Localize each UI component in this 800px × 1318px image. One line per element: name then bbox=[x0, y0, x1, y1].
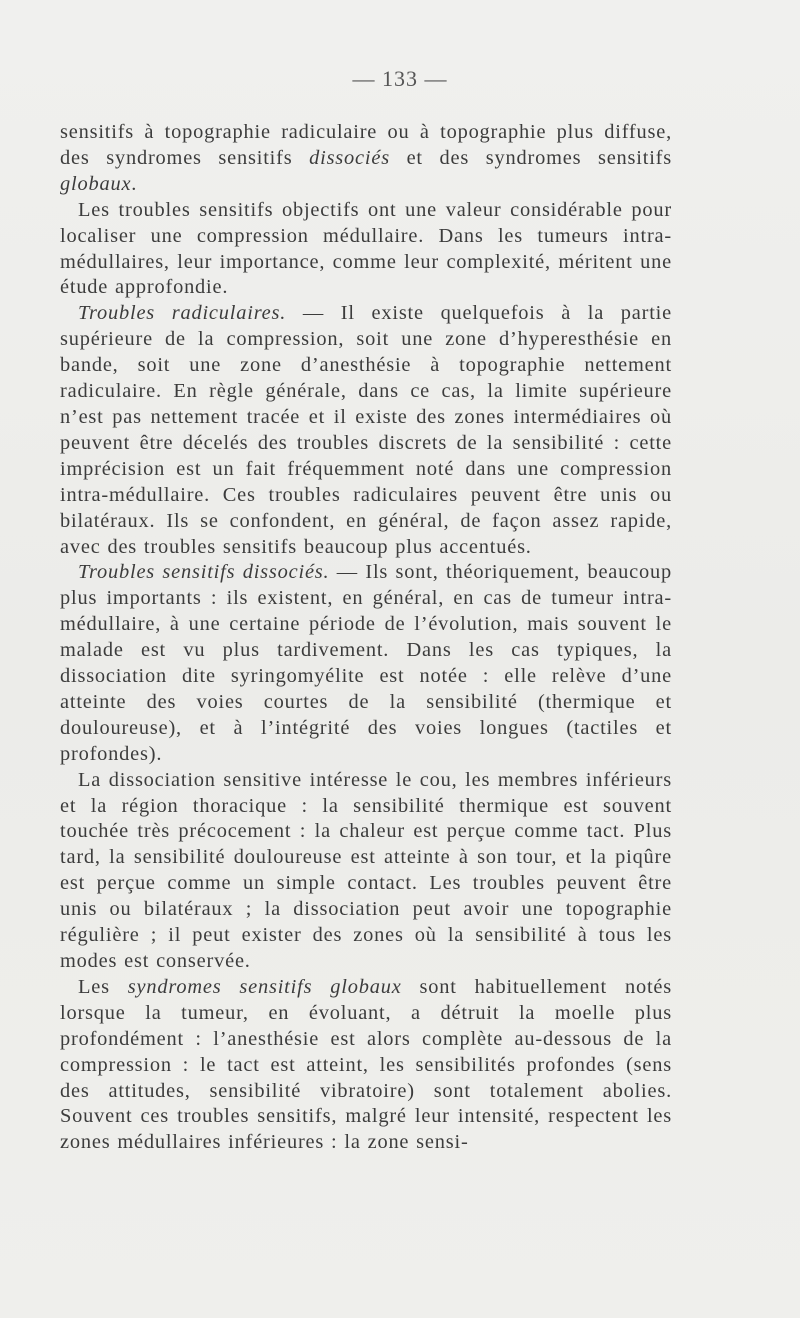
paragraph-2: Les troubles sensitifs objectifs ont une valeur considérable pour localiser une compression médullaire. Dans les tumeurs intra-médullaires, leur importance, comme leur complexité, méritent une étude approfondie. bbox=[60, 198, 672, 299]
paragraph-6-lead: Les bbox=[78, 975, 128, 998]
paragraph-1-end: . bbox=[131, 172, 138, 195]
heading-troubles-sensitifs-dissocies: Troubles sensitifs dissociés. bbox=[78, 561, 330, 584]
heading-troubles-radiculaires: Troubles radiculaires. bbox=[78, 302, 287, 325]
paragraph-1 bbox=[60, 120, 672, 198]
term-globaux: globaux bbox=[60, 172, 132, 195]
paragraph-5: La dissociation sensitive intéresse le cou, les membres inférieurs et la région thoracique : la sensibilité thermique est souvent touchée très précocement : la chaleur est perçue comme tact. Plus tard, la sensibilité douloureuse est atteinte à son tour, et la piqûre est perçue comme un simple contact. Les troubles peuvent être unis ou bilatéraux ; la dissociation peut avoir une topographie régulière ; il peut exister des zones où la sensibilité à tous les modes est conservée. bbox=[60, 768, 672, 972]
paragraph-3-text: — Il existe quelquefois à la partie supérieure de la compression, soit une zone d’hyperesthésie en bande, soit une zone d’anesthésie à topographie nettement radiculaire. En règle générale, dans ce cas, la limite supérieure n’est pas nettement tracée et il existe des zones intermédiaires où peuvent être décelés des troubles discrets de la sensibilité : cette imprécision est un fait fréquemment noté dans une compression intra-médullaire. Ces troubles radiculaires peuvent être unis ou bilatéraux. Ils se confondent, en général, de façon assez rapide, avec des troubles sensitifs beaucoup plus accentués. bbox=[60, 302, 672, 558]
term-syndromes-sensitifs-globaux: syndromes sensitifs globaux bbox=[127, 975, 402, 998]
paragraph-1-mid: et des syndromes sensitifs bbox=[389, 146, 672, 169]
paragraph-4-text: — Ils sont, théoriquement, beaucoup plus importants : ils existent, en général, en cas de tumeur intra-médullaire, à une certaine période de l’évolution, mais souvent le malade est vu plus tardivement. Dans les cas typiques, la dissociation dite syringomyélite est notée : elle relève d’une atteinte des voies courtes de la sensibilité (thermique et douloureuse), et à l’intégrité des voies longues (tactiles et profondes). bbox=[60, 561, 672, 765]
term-dissocies: dissociés bbox=[309, 146, 390, 169]
paragraph-6-text: sont habituellement notés lorsque la tumeur, en évoluant, a détruit la moelle plus profondément : l’anesthésie est alors complète au-dessous de la compression : le tact est atteint, les sensibilités profondes (sens des attitudes, sensibilité vibratoire) sont totalement abolies. Souvent ces troubles sensitifs, malgré leur intensité, respectent les zones médullaires inférieures : la zone sensi- bbox=[60, 975, 672, 1154]
paragraph-6 bbox=[60, 975, 672, 1156]
body-text bbox=[60, 120, 672, 1156]
paragraph-4 bbox=[60, 560, 672, 767]
paragraph-1-text: sensitifs à topographie radiculaire ou à topographie plus diffuse, des syndromes sensitifs bbox=[60, 121, 672, 169]
page-number: — 133 — bbox=[352, 66, 448, 91]
paragraph-3 bbox=[60, 301, 672, 560]
